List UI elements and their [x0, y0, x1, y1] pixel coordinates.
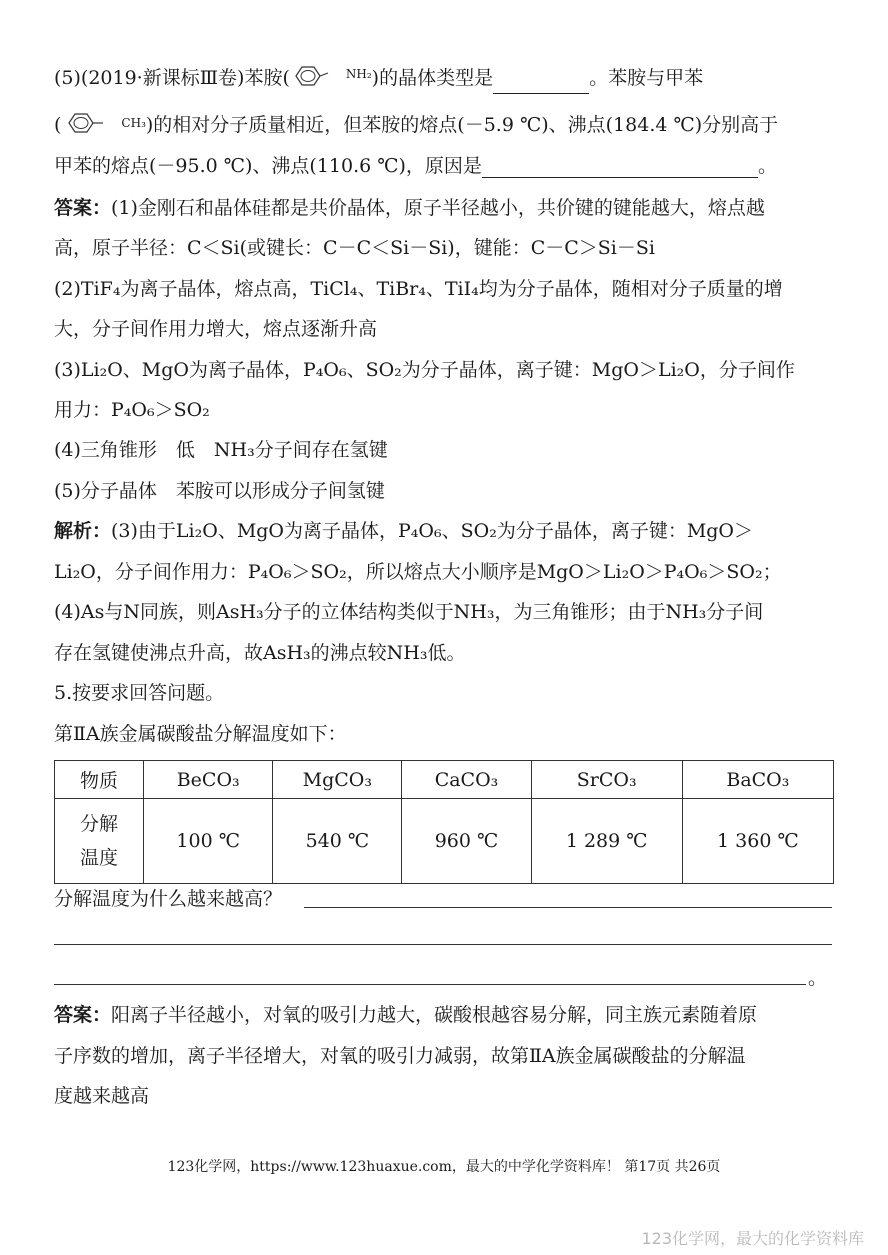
table-cell: 1 289 ℃: [531, 799, 682, 884]
answer1-p5: [54, 479, 844, 503]
answer1-text-1: (1)金刚石和晶体硅都是共价晶体，原子半径越小，共价键的键能越大，熔点越: [111, 197, 765, 219]
q5-line1: [54, 62, 844, 94]
answer1-p4-text: (4)三角锥形 低 NH₃分子间存在氢键: [54, 439, 388, 461]
answer2-text-1: 阳离子半径越小，对氧的吸引力越大，碳酸根越容易分解，同主族元素随着原: [111, 1004, 758, 1026]
answer1-line1: [54, 196, 844, 220]
watermark: 123化学网，最大的化学资料库: [641, 1229, 864, 1248]
toluene-ring-icon: [61, 111, 121, 141]
q5-line3-text: 甲苯的熔点(－95.0 ℃)、沸点(110.6 ℃)，原因是: [54, 155, 482, 177]
end-mark-text: 。: [808, 967, 828, 989]
q5b-intro: [54, 722, 844, 746]
table-cell: 1 360 ℃: [682, 799, 833, 884]
table-header-cell: 物质: [55, 761, 144, 799]
analysis-text-3: (4)As与N同族，则AsH₃分子的立体结构类似于NH₃，为三角锥形；由于NH₃分子间: [54, 601, 764, 623]
q5-line2: [54, 111, 844, 141]
table-header-cell: MgCO₃: [273, 761, 402, 799]
q5b-end-mark: [808, 966, 838, 990]
answer1-line2: [54, 236, 844, 260]
table-header-row: [55, 761, 834, 799]
answer1-p2-text-2: 大，分子间作用力增大，熔点逐渐升高: [54, 318, 378, 340]
answer-line-2[interactable]: [54, 944, 832, 945]
answer1-p2-line2: [54, 317, 844, 341]
analysis-text-2: Li₂O，分子间作用力：P₄O₆＞SO₂，所以熔点大小顺序是MgO＞Li₂O＞P₄O₆＞SO₂；: [54, 561, 782, 583]
analysis-line3: [54, 600, 844, 624]
table-cell: 960 ℃: [402, 799, 531, 884]
analysis-text-4: 存在氢键使沸点升高，故AsH₃的沸点较NH₃低。: [54, 642, 466, 664]
analysis-line2: [54, 560, 844, 584]
decomposition-table: [54, 760, 834, 884]
answer2-line3: [54, 1084, 844, 1108]
answer1-p2-text-1: (2)TiF₄为离子晶体，熔点高，TiCl₄、TiBr₄、TiI₄均为分子晶体，随相对分子质量的增: [54, 278, 783, 300]
row-label-part-2: 温度: [80, 847, 119, 869]
answer2-text-3: 度越来越高: [54, 1085, 150, 1107]
answer1-p3-text-2: 用力：P₄O₆＞SO₂: [54, 399, 210, 421]
table-header-cell: CaCO₃: [402, 761, 531, 799]
answer2-label: 答案：: [54, 1004, 112, 1026]
benzene-ring-icon: [290, 64, 346, 94]
answer2-line2: [54, 1044, 844, 1068]
q5-line2-text: )的相对分子质量相近，但苯胺的熔点(－5.9 ℃)、沸点(184.4 ℃)分别高于: [145, 114, 779, 136]
answer-blank-1[interactable]: [493, 73, 589, 94]
q5-prefix: (5)(2019·新课标Ⅲ卷)苯胺(: [54, 67, 290, 89]
q5-after-blank: 。苯胺与甲苯: [589, 67, 704, 89]
analysis-line4: [54, 641, 844, 665]
q5b-question-text: 分解温度为什么越来越高？: [54, 888, 283, 910]
q5-mid: )的晶体类型是: [371, 67, 494, 89]
table-row: [55, 799, 834, 884]
q5b-title: [54, 681, 844, 705]
answer2-text-2: 子序数的增加，离子半径增大，对氧的吸引力减弱，故第ⅡA族金属碳酸盐的分解温: [54, 1045, 746, 1067]
q5b-intro-text: 第ⅡA族金属碳酸盐分解温度如下：: [54, 723, 347, 745]
analysis-text-1: (3)由于Li₂O、MgO为离子晶体，P₄O₆、SO₂为分子晶体，离子键：MgO＞: [111, 520, 754, 542]
nh2-label: NH₂: [345, 67, 372, 81]
answer1-p5-text: (5)分子晶体 苯胺可以形成分子间氢键: [54, 480, 385, 502]
q5-line3: [54, 154, 844, 178]
answer1-p2-line1: [54, 277, 844, 301]
table-cell: 100 ℃: [144, 799, 273, 884]
table-header-cell: SrCO₃: [531, 761, 682, 799]
q5b-title-text: 5.按要求回答问题。: [54, 682, 225, 704]
analysis-label: 解析：: [54, 520, 112, 542]
answer-line-3[interactable]: [54, 984, 806, 985]
row-label-part-1: 分解: [80, 813, 119, 835]
answer-line-1[interactable]: [304, 907, 832, 908]
answer-label: 答案：: [54, 197, 112, 219]
table-row-label: [55, 799, 144, 884]
ch3-label: CH₃: [121, 116, 146, 130]
analysis-line1: [54, 519, 844, 543]
paren-open: (: [54, 114, 62, 136]
answer1-p3-line1: [54, 358, 844, 382]
answer2-line1: [54, 1003, 844, 1027]
table-header-cell: BeCO₃: [144, 761, 273, 799]
answer1-text-2: 高，原子半径：C＜Si(或键长：C－C＜Si－Si)，键能：C－C＞Si－Si: [54, 237, 655, 259]
answer1-p4: [54, 438, 844, 462]
table-header-cell: BaCO₃: [682, 761, 833, 799]
answer1-p3-text-1: (3)Li₂O、MgO为离子晶体，P₄O₆、SO₂为分子晶体，离子键：MgO＞Li₂O，分子间作: [54, 359, 795, 381]
page-footer: 123化学网，https://www.123huaxue.com，最大的中学化学资料库！ 第17页 共26页: [167, 1159, 721, 1175]
table-cell: 540 ℃: [273, 799, 402, 884]
answer-blank-2[interactable]: [482, 157, 758, 178]
answer1-p3-line2: [54, 398, 844, 422]
q5-line3-end: 。: [757, 155, 777, 177]
